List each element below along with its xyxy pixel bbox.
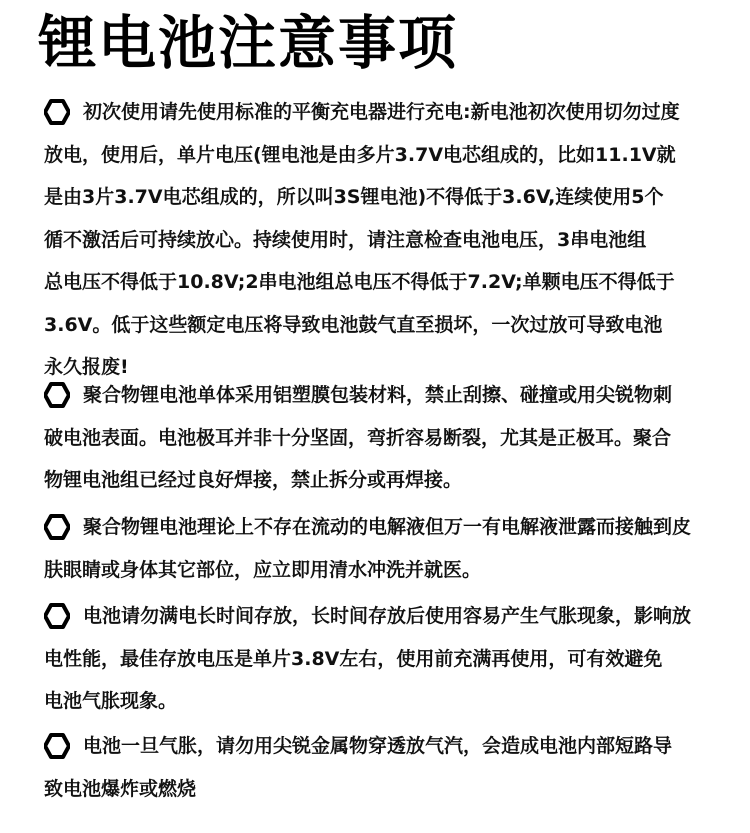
notice-line: 初次使用请先使用标准的平衡充电器进行充电:新电池初次使用切勿过度 [83,101,680,123]
page-title: 锂电池注意事项 [38,9,459,77]
notice-line: 永久报废! [44,356,129,378]
notice-line: 电性能，最佳存放电压是单片3.8V左右，使用前充满再使用，可有效避免 [44,647,663,670]
notice-line: 聚合物锂电池单体采用铝塑膜包装材料，禁止刮擦、碰撞或用尖锐物刺 [83,384,673,406]
notice-line: 物锂电池组已经过良好焊接，禁止拆分或再焊接。 [44,469,463,491]
notice-line: 致电池爆炸或燃烧 [44,777,197,800]
notice-line: 电池一旦气胀，请勿用尖锐金属物穿透放气汽，会造成电池内部短路导 [83,735,673,757]
hexagon-bullet-icon [44,603,70,629]
hexagon-bullet-icon [44,733,70,759]
notice-line: 3.6V。低于这些额定电压将导致电池鼓气直至损坏，一次过放可导致电池 [44,313,663,336]
notice-line: 聚合物锂电池理论上不存在流动的电解液但万一有电解液泄露而接触到皮 [83,516,692,538]
notice-line: 肤眼睛或身体其它部位，应立即用清水冲洗并就医。 [44,558,482,581]
hexagon-bullet-icon [44,382,70,408]
notice-line: 总电压不得低于10.8V;2串电池组总电压不得低于7.2V;单颗电压不得低于 [44,271,675,293]
hexagon-bullet-icon [44,514,70,540]
notice-line: 电池气胀现象。 [44,690,178,712]
notice-line: 电池请勿满电长时间存放，长时间存放后使用容易产生气胀现象，影响放 [83,605,692,627]
hexagon-bullet-icon [44,99,70,125]
notice-line: 放电，使用后，单片电压(锂电池是由多片3.7V电芯组成的，比如11.1V就 [44,143,676,166]
notice-line: 破电池表面。电池极耳并非十分坚固，弯折容易断裂，尤其是正极耳。聚合 [44,426,672,449]
notice-line: 循不激活后可持续放心。持续使用时，请注意检查电池电压，3串电池组 [44,228,647,251]
notice-line: 是由3片3.7V电芯组成的，所以叫3S锂电池)不得低于3.6V,连续使用5个 [44,186,664,208]
